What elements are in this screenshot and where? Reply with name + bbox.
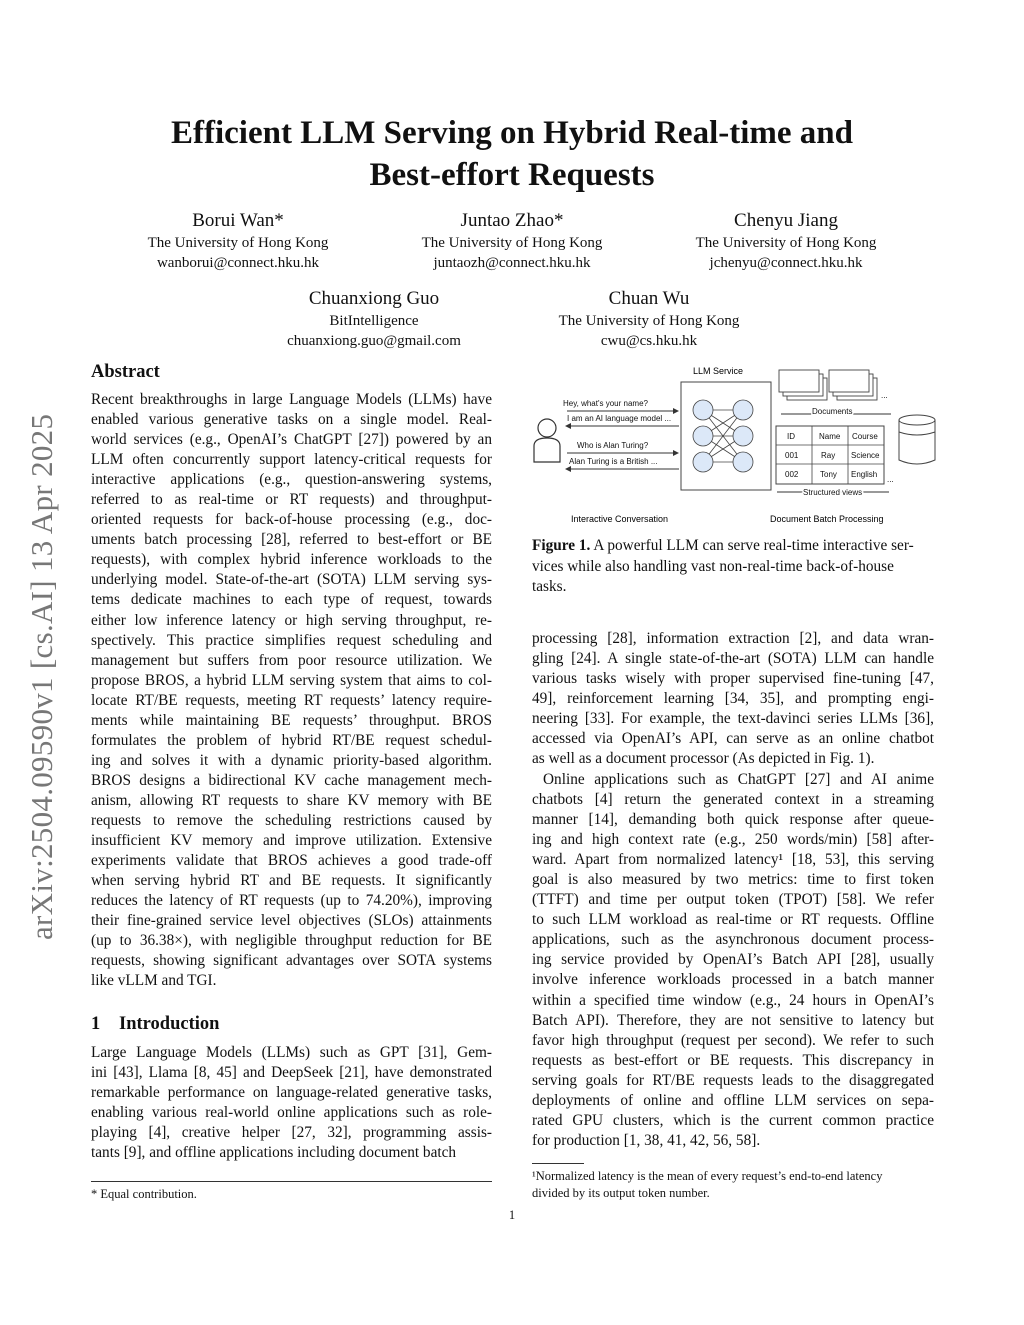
body-line: involve inference workloads processed in a batch manner <box>532 971 934 989</box>
abstract-line: ing and solves it with a dynamic priority-based algorithm. <box>91 751 492 769</box>
documents-label: Documents <box>812 407 853 416</box>
intro-paragraph-continued <box>532 629 934 769</box>
body-line: gling [24]. A single state-of-the-art (SOTA) LLM can handle <box>532 650 934 668</box>
author-name: Chuan Wu <box>608 288 690 309</box>
abstract-line: like vLLM and TGI. <box>91 972 217 990</box>
paper-title <box>0 112 1024 196</box>
abstract-line: (up to 36.38×), with negligible throughput reduction for BE <box>91 932 492 950</box>
chat-message-2: I am an AI language model ... <box>567 414 672 423</box>
author-5 <box>499 287 799 351</box>
body-line: various tasks wisely with proper supervised fine-tuning [47, <box>532 670 934 688</box>
abstract-line: formulates the problem of hybrid RT/BE request schedul- <box>91 731 492 749</box>
abstract-line: when serving hybrid RT and BE requests. It significantly <box>91 872 492 890</box>
arrowhead <box>673 408 679 414</box>
table-cell: Science <box>851 451 880 460</box>
body-line: Batch API). Therefore, they are not sensitive to latency but <box>532 1011 934 1029</box>
abstract-heading: Abstract <box>91 362 160 382</box>
database-icon <box>899 415 935 464</box>
abstract-line: enabled various generative tasks on a single model. Real- <box>91 411 492 429</box>
body-line: ward. Apart from normalized latency¹ [18, 53], this serving <box>532 851 934 869</box>
abstract-line: spectively. This practice simplifies request scheduling and <box>91 631 492 649</box>
abstract-line: BROS designs a bidirectional KV cache management mech- <box>91 771 492 789</box>
abstract-line: requests, showing significant advantages over SOTA systems <box>91 952 492 970</box>
author-affiliation: The University of Hong Kong <box>421 235 603 251</box>
arrowhead <box>565 466 571 472</box>
caption-line: vices while also handling vast non-real-time back-of-house <box>532 557 894 575</box>
footnote-line: divided by its output token number. <box>532 1186 710 1200</box>
interactive-conversation-label: Interactive Conversation <box>571 514 669 524</box>
arrowhead <box>565 423 571 429</box>
title-line-2: Best-effort Requests <box>369 157 655 193</box>
table-cell: 001 <box>785 451 799 460</box>
body-line: as well as a document processor (As depicted in Fig. 1). <box>532 750 875 768</box>
body-line: (TTFT) and time per output token (TPOT) [58]. We refer <box>532 891 934 909</box>
abstract-line: reduces the latency of RT requests (up to 74.20%), improving <box>91 892 492 910</box>
abstract-line: referred to as real-time or RT requests) and throughput- <box>91 491 492 509</box>
abstract-line: tems dedicate machines to each type of request, towards <box>91 591 492 609</box>
documents-ellipsis: ... <box>881 391 888 400</box>
abstract-line: anism, allowing RT requests to share KV memory with BE <box>91 791 492 809</box>
abstract-body <box>91 390 492 991</box>
body-line: neering [33]. For example, the text-davinci series LLMs [36], <box>532 710 934 728</box>
structured-table <box>776 426 884 484</box>
author-name: Chuanxiong Guo <box>308 288 440 309</box>
footnote-equal-contribution: * Equal contribution. <box>91 1187 197 1201</box>
footnote-rule <box>91 1181 492 1182</box>
table-cell: English <box>851 470 878 479</box>
body-line: accessed via OpenAI’s API, can serve as an online chatbot <box>532 730 934 748</box>
body-line: within a specified time window (e.g., 24 hours in OpenAI’s <box>532 991 934 1009</box>
intro-paragraph-online <box>532 770 934 1151</box>
introduction-heading <box>91 1014 219 1035</box>
abstract-line: their fine-grained service level objectives (SLOs) attainments <box>91 912 492 930</box>
body-line: serving goals for RT/BE requests leads to the disaggregated <box>532 1071 934 1089</box>
document-batch-processing-label: Document Batch Processing <box>770 514 884 524</box>
table-cell: 002 <box>785 470 799 479</box>
body-line: ing and high context rate (e.g., 250 words/min) [58] after- <box>532 831 934 849</box>
body-line: favor high throughput (request per second). We refer to such <box>532 1031 934 1049</box>
abstract-line: uments batch processing [28], referred to best-effort or BE <box>91 531 492 549</box>
abstract-line: LLM often concurrently support latency-critical requests for <box>91 451 492 469</box>
abstract-line: requests to remove the scheduling restrictions caused by <box>91 811 492 829</box>
body-line: for production [1, 38, 41, 42, 56, 58]. <box>532 1131 761 1149</box>
figure-1-caption <box>532 536 934 598</box>
body-line: requests as best-effort or BE requests. This discrepancy in <box>532 1051 934 1069</box>
introduction-body <box>91 1043 492 1163</box>
body-line: manner [14], demanding both quick response after queue- <box>532 811 934 829</box>
body-line: ing service provided by OpenAI’s Batch API [28], usually <box>532 951 934 969</box>
author-4 <box>224 287 524 351</box>
figure-1 <box>525 362 945 534</box>
footnote-normalized-latency <box>532 1168 934 1202</box>
body-line: to such LLM workload as real-time or RT requests. Offline <box>532 911 934 929</box>
body-line: goal is also measured by two metrics: time to first token <box>532 871 934 889</box>
abstract-line: ments while maintaining BE requests’ throughput. BROS <box>91 711 492 729</box>
author-1 <box>88 209 388 273</box>
table-ellipsis: ... <box>887 475 894 484</box>
author-name: Borui Wan* <box>192 210 284 231</box>
body-line: rated GPU clusters, which is the current common practice <box>532 1111 934 1129</box>
abstract-line: insufficient KV memory and improve utilization. Extensive <box>91 832 492 850</box>
body-line: applications, such as the asynchronous document process- <box>532 931 934 949</box>
intro-line: Large Language Models (LLMs) such as GPT [31], Gem- <box>91 1044 492 1061</box>
documents-stack-icon <box>779 370 877 400</box>
abstract-line: world services (e.g., OpenAI’s ChatGPT [27]) powered by an <box>91 431 492 449</box>
intro-line: ini [43], Llama [8, 45] and DeepSeek [21], have demonstrated <box>91 1064 492 1082</box>
abstract-line: locate RT/BE requests, meeting RT requests’ latency require- <box>91 691 492 709</box>
caption-label: Figure 1. <box>532 537 591 554</box>
body-line: Online applications such as ChatGPT [27] and AI anime <box>543 771 934 788</box>
footnote-rule-right <box>532 1163 584 1164</box>
table-header-cell: Name <box>819 432 841 441</box>
chat-message-1: Hey, what's your name? <box>563 399 648 408</box>
chat-message-3: Who is Alan Turing? <box>577 441 649 450</box>
user-icon <box>534 419 560 462</box>
abstract-line: management but suffers from poor resource utilization. We <box>91 651 492 669</box>
llm-service-label: LLM Service <box>693 366 744 376</box>
abstract-line: experiments validate that BROS achieves a good trade-off <box>91 852 492 870</box>
author-name: Chenyu Jiang <box>734 210 838 231</box>
arxiv-sidebar-id: arXiv:2504.09590v1 [cs.AI] 13 Apr 2025 <box>24 413 59 940</box>
structured-views-label: Structured views <box>803 488 863 497</box>
body-line: processing [28], information extraction [2], and data wran- <box>532 630 934 647</box>
author-affiliation: The University of Hong Kong <box>147 235 329 251</box>
arrowhead <box>673 450 679 456</box>
section-number: 1 <box>91 1014 101 1034</box>
intro-line: tants [9], and offline applications including document batch <box>91 1144 457 1162</box>
abstract-line: propose BROS, a hybrid LLM serving system that aims to col- <box>91 671 492 689</box>
abstract-line: oriented requests for back-of-house processing (e.g., doc- <box>91 511 492 529</box>
table-header-cell: Course <box>852 432 878 441</box>
author-email: wanborui@connect.hku.hk <box>156 255 320 271</box>
caption-line: tasks. <box>532 578 567 595</box>
abstract-line: requests), with complex hybrid inference workloads to the <box>91 551 492 569</box>
author-2 <box>362 209 662 273</box>
author-affiliation: The University of Hong Kong <box>558 313 740 329</box>
abstract-line: Recent breakthroughs in large Language Models (LLMs) have <box>91 391 492 408</box>
section-title: Introduction <box>119 1014 220 1034</box>
author-name: Juntao Zhao* <box>460 210 564 231</box>
author-email: juntaozh@connect.hku.hk <box>433 255 591 271</box>
table-cell: Tony <box>820 470 837 479</box>
author-affiliation: The University of Hong Kong <box>695 235 877 251</box>
page-number: 1 <box>508 1208 516 1222</box>
author-email: jchenyu@connect.hku.hk <box>709 255 863 271</box>
author-email: chuanxiong.guo@gmail.com <box>287 333 461 349</box>
caption-line: A powerful LLM can serve real-time interactive ser- <box>593 537 914 554</box>
title-line-1: Efficient LLM Serving on Hybrid Real-time and <box>171 115 853 151</box>
abstract-line: interactive applications (e.g., question-answering systems, <box>91 471 492 489</box>
chat-message-4: Alan Turing is a British ... <box>569 457 658 466</box>
intro-line: remarkable performance on language-related generative tasks, <box>91 1084 492 1102</box>
table-cell: Ray <box>821 451 836 460</box>
author-3 <box>636 209 936 273</box>
author-email: cwu@cs.hku.hk <box>600 333 698 349</box>
author-affiliation: BitIntelligence <box>329 313 419 329</box>
footnote-line: ¹Normalized latency is the mean of every request’s end-to-end latency <box>532 1169 883 1183</box>
body-line: deployments of online and offline LLM services on sepa- <box>532 1091 934 1109</box>
body-line: chatbots [4] return the generated context in a streaming <box>532 791 934 809</box>
abstract-line: underlying model. State-of-the-art (SOTA) LLM serving sys- <box>91 571 492 589</box>
intro-line: playing [4], creative helper [27, 32], programming assis- <box>91 1124 492 1142</box>
abstract-line: either low inference latency or high serving throughput, re- <box>91 611 492 629</box>
body-line: 49], reinforcement learning [34, 35], and prompting engi- <box>532 690 934 708</box>
table-header-cell: ID <box>787 432 795 441</box>
intro-line: enabling various real-world online applications such as role- <box>91 1104 492 1122</box>
